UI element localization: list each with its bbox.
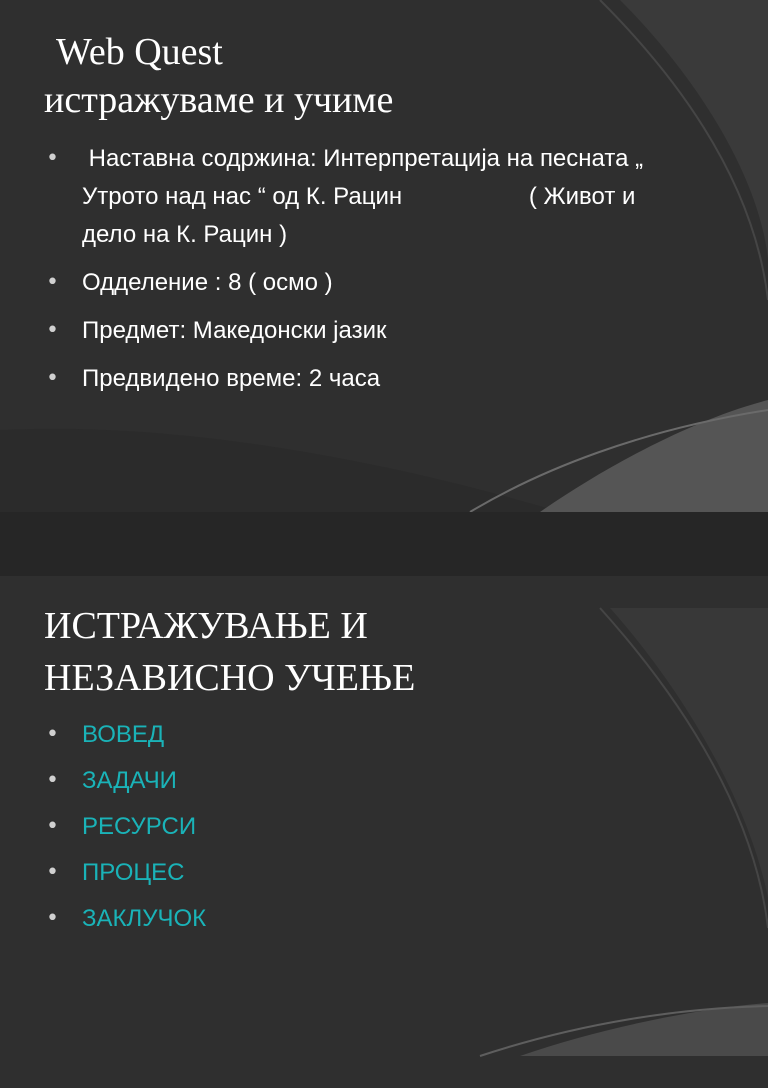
- list-item: [44, 850, 644, 896]
- bullet-dot-icon: •: [46, 366, 59, 391]
- bullet-dot-icon: •: [46, 146, 59, 171]
- link-conclusion[interactable]: ЗАКЛУЧОК: [82, 905, 207, 932]
- slide-title: [44, 28, 393, 124]
- bullet-dot-icon: •: [46, 318, 59, 343]
- link-process[interactable]: ПРОЦЕС: [82, 859, 185, 886]
- title-line-1: Web Quest: [56, 31, 223, 73]
- slide-separator: [0, 512, 768, 576]
- list-item: [44, 896, 644, 942]
- bullet-dot-icon: •: [46, 270, 59, 295]
- bullet-text-grade: Одделение : 8 ( осмо ): [82, 269, 333, 296]
- list-item: [44, 360, 644, 398]
- list-item: [44, 804, 644, 850]
- list-item: [44, 712, 644, 758]
- slide-2: [0, 576, 768, 1088]
- bullet-dot-icon: •: [46, 722, 59, 747]
- bullet-dot-icon: •: [46, 814, 59, 839]
- bullet-text-time: Предвидено време: 2 часа: [82, 365, 381, 392]
- title-line-2: НЕЗАВИСНО УЧЕЊЕ: [44, 657, 416, 699]
- slide-1: [0, 0, 768, 512]
- bullet-dot-icon: •: [46, 860, 59, 885]
- link-tasks[interactable]: ЗАДАЧИ: [82, 767, 177, 794]
- navigation-link-list: [44, 712, 644, 942]
- link-resources[interactable]: РЕСУРСИ: [82, 813, 197, 840]
- bullet-dot-icon: •: [46, 768, 59, 793]
- list-item: [44, 312, 644, 350]
- bullet-text-subject: Предмет: Македонски јазик: [82, 317, 387, 344]
- title-line-2: истражуваме и учиме: [44, 79, 394, 121]
- info-bullet-list: [44, 140, 650, 408]
- link-intro[interactable]: ВОВЕД: [82, 721, 165, 748]
- title-line-1: ИСТРАЖУВАЊЕ И: [44, 605, 368, 647]
- bullet-dot-icon: •: [46, 906, 59, 931]
- list-item: [44, 264, 644, 302]
- bullet-text-content: Наставна содржина: Интерпретација на песната „ Утрото над нас “ од К. Рацин ( Живот и дело на К. Рацин ): [82, 145, 650, 248]
- list-item: [44, 140, 650, 254]
- slide-title: [44, 600, 415, 704]
- list-item: [44, 758, 644, 804]
